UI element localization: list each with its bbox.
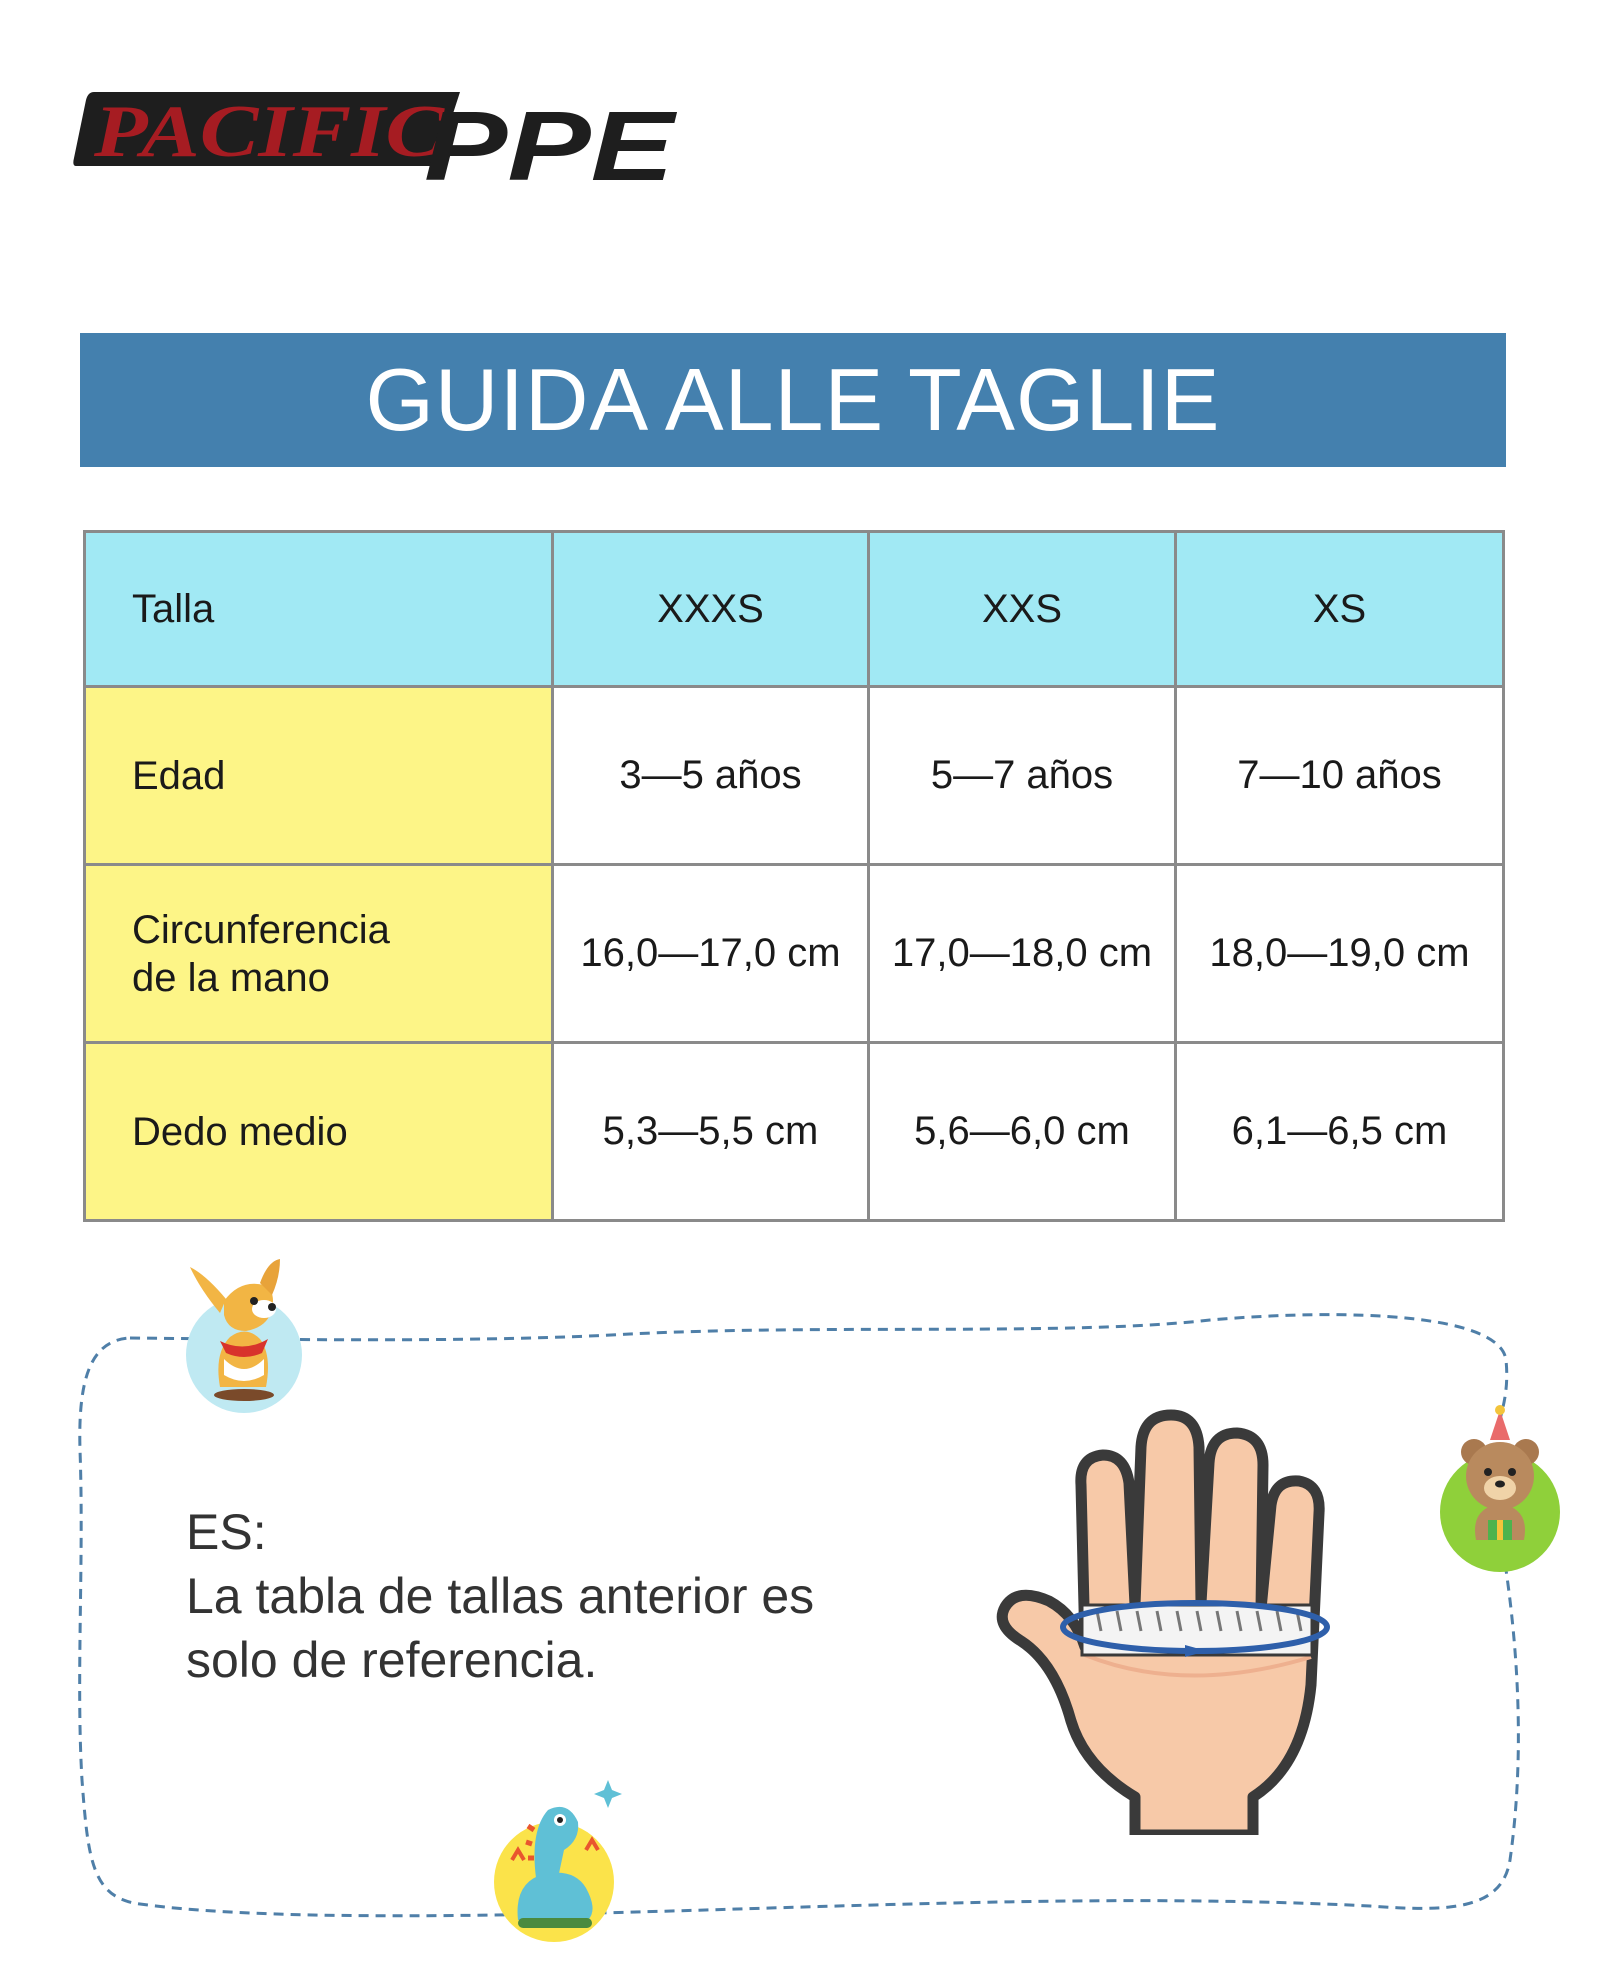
table-row [85,865,1504,1043]
note-line: ES: [186,1504,267,1560]
brand-logo [72,82,682,192]
column-header-xxs: XXS [869,532,1176,687]
table-cell: 16,0—17,0 cm [553,865,869,1043]
note-line: solo de referencia. [186,1632,598,1688]
row-label-line: Dedo medio [132,1109,348,1154]
row-label-edad [85,687,553,865]
note-line: La tabla de tallas anterior es [186,1568,815,1624]
table-cell: 17,0—18,0 cm [869,865,1176,1043]
table-cell: 6,1—6,5 cm [1176,1043,1504,1221]
brand-logo-icon [72,82,682,192]
row-label-dedo-medio [85,1043,553,1221]
row-label-circunferencia [85,865,553,1043]
logo-text-pacific: PACIFIC [92,91,446,173]
table-cell: 3—5 años [553,687,869,865]
table-cell: 7—10 años [1176,687,1504,865]
table-cell: 5,3—5,5 cm [553,1043,869,1221]
table-cell: 5—7 años [869,687,1176,865]
table-row [85,687,1504,865]
page-title: GUIDA ALLE TAGLIE [365,350,1221,449]
dinosaur-sticker-icon [488,1770,628,1945]
row-label-line: de la mano [132,955,330,1000]
column-header-xxxs: XXXS [553,532,869,687]
hand-measure-icon [985,1395,1375,1835]
table-cell: 5,6—6,0 cm [869,1043,1176,1221]
table-row [85,1043,1504,1221]
size-table [83,530,1505,1222]
table-header-row [85,532,1504,687]
reference-note [186,1500,986,1692]
bear-sticker-icon [1430,1400,1570,1575]
page-title-banner [80,333,1506,467]
table-cell: 18,0—19,0 cm [1176,865,1504,1043]
column-header-xs: XS [1176,532,1504,687]
dog-sticker-icon [180,1255,310,1415]
logo-text-ppe: PPE [424,91,678,192]
row-label-line: Circunferencia [132,907,390,952]
column-header-talla: Talla [85,532,553,687]
row-label-line: Edad [132,753,226,798]
